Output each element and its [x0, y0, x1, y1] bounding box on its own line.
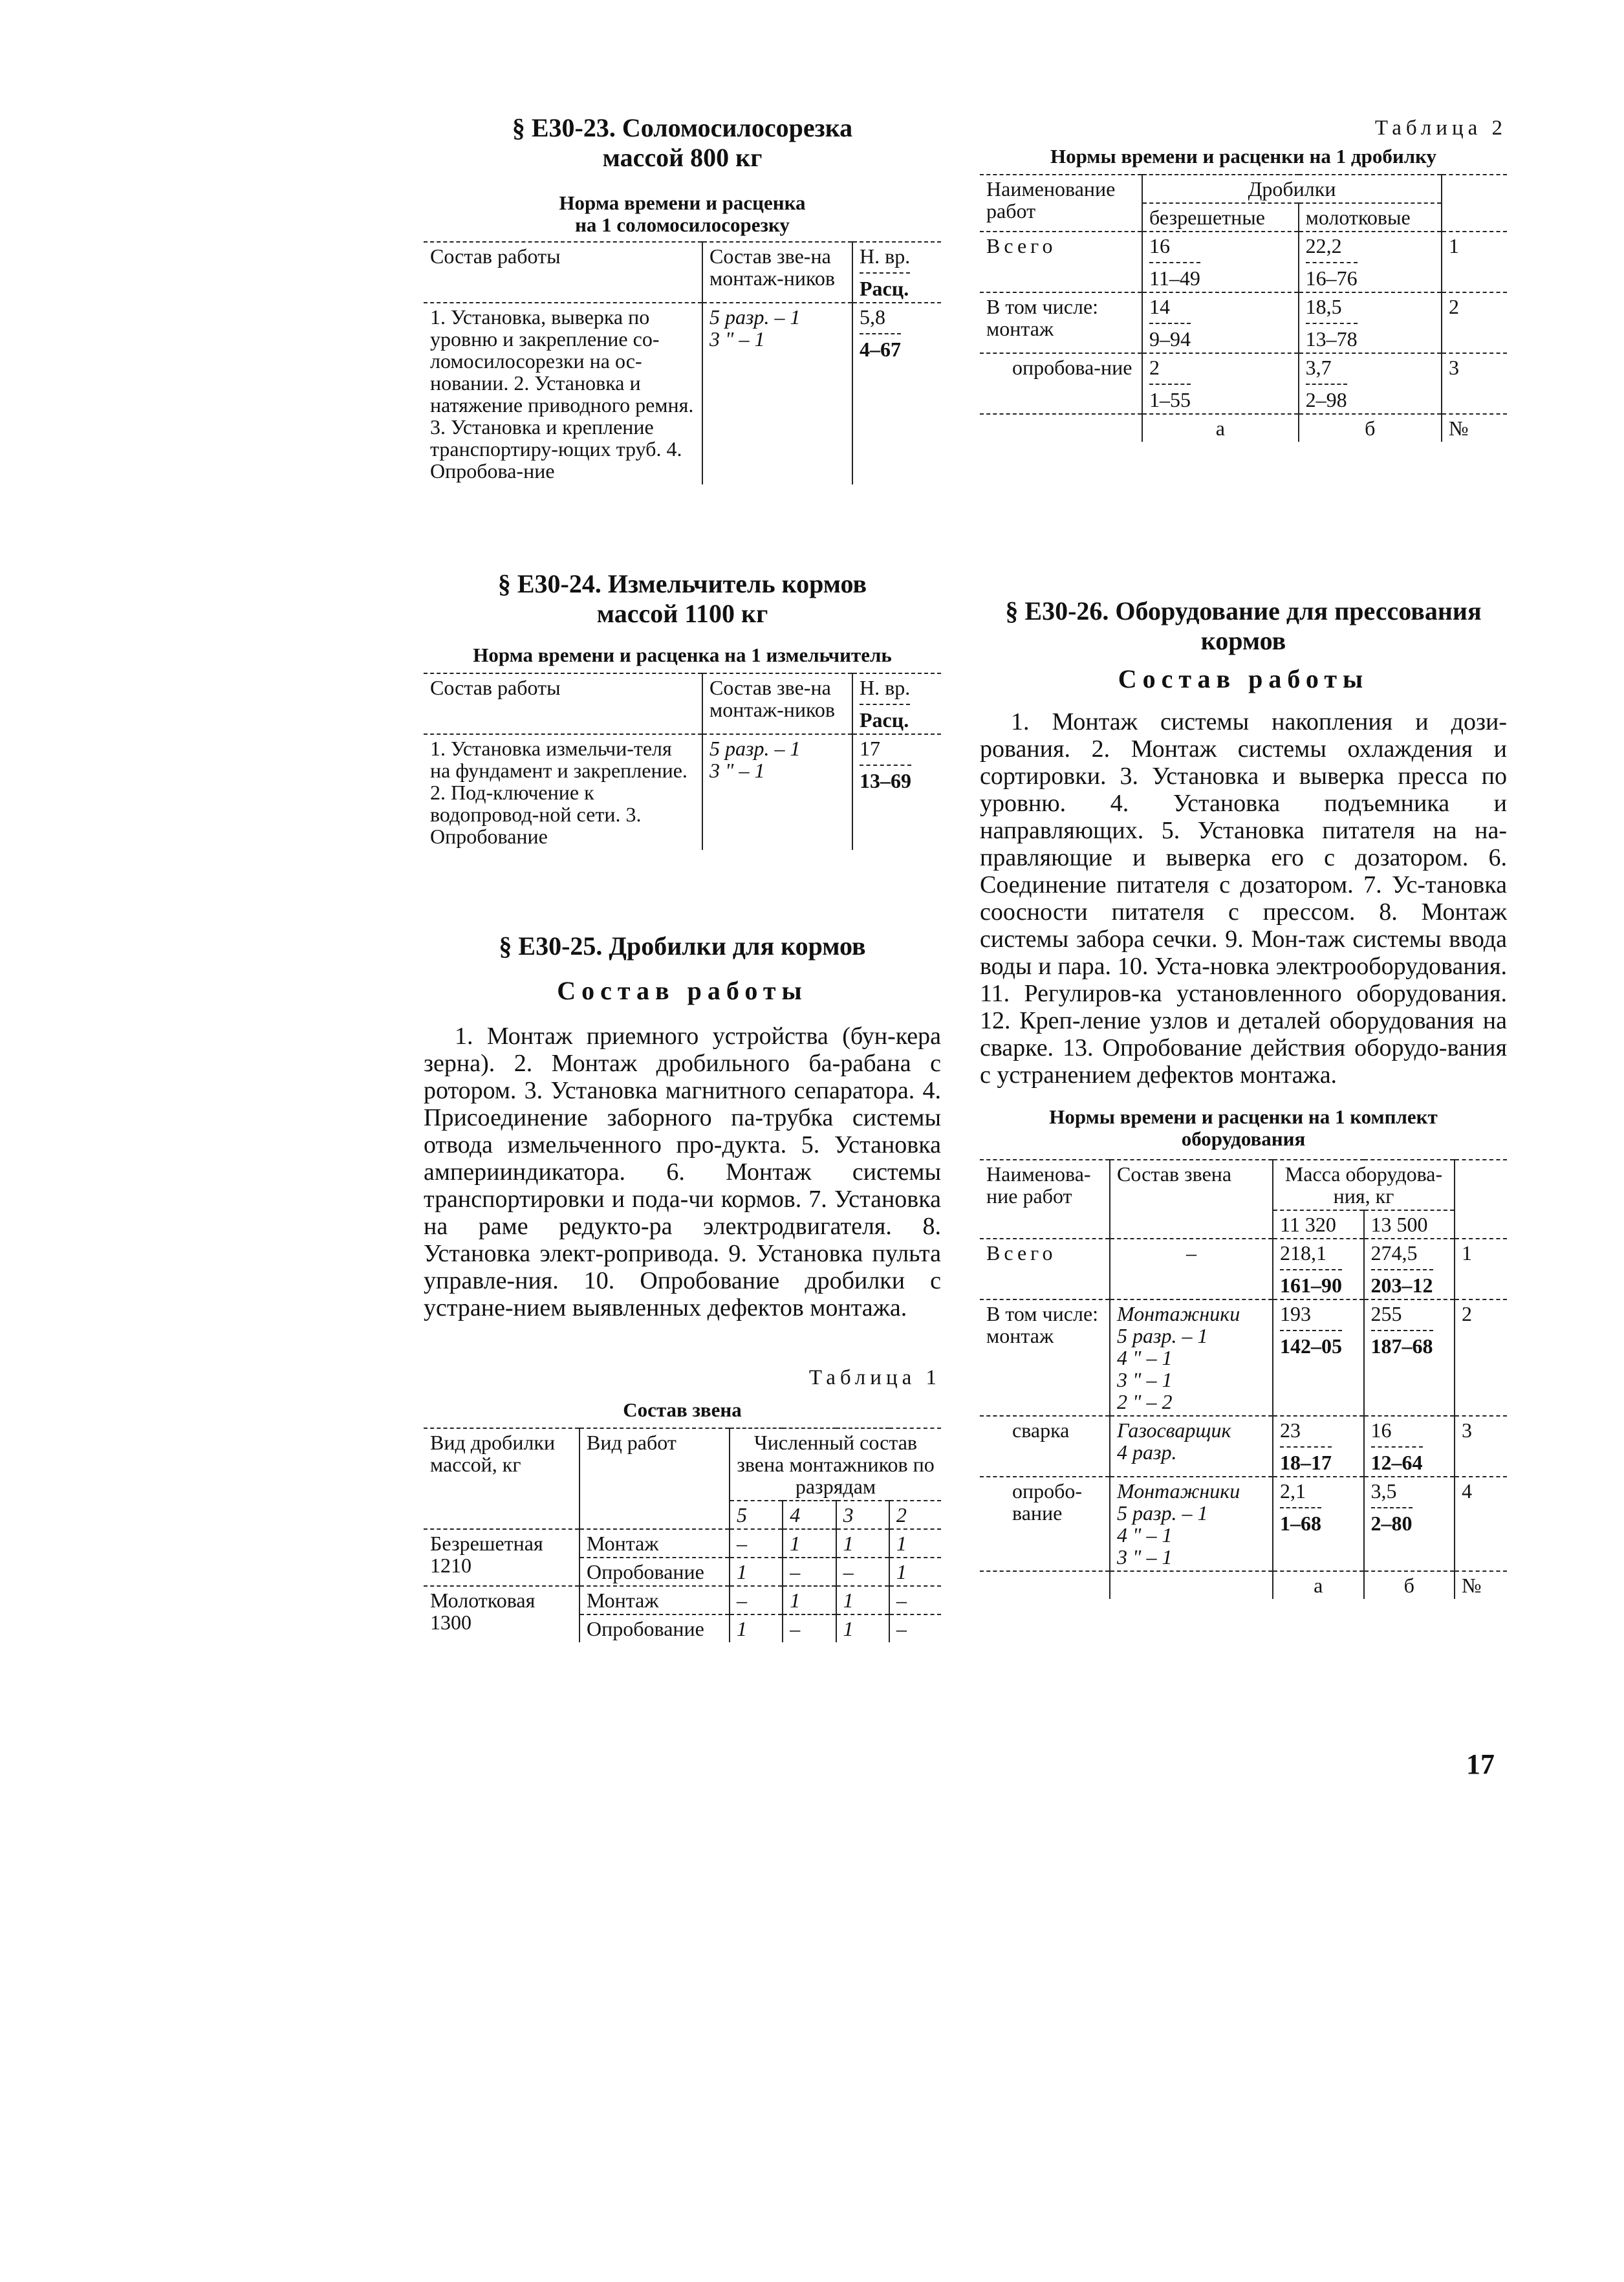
row-col-b	[1364, 1416, 1455, 1477]
crew-line: 4 " – 1	[1117, 1523, 1173, 1547]
table-footer	[980, 1571, 1507, 1599]
crew-line: 5 разр. – 1	[709, 737, 801, 760]
row-col-a	[1273, 1299, 1364, 1416]
price-value: 11–49	[1149, 262, 1200, 289]
norm-value: 2	[1149, 356, 1160, 379]
price-value: 16–76	[1306, 262, 1358, 289]
section-title-line2: массой 800 кг	[602, 143, 763, 172]
header-price: Расц.	[860, 704, 910, 731]
grade-header: 5	[730, 1501, 783, 1529]
crew-line: 5 разр. – 1	[1117, 1501, 1208, 1525]
price-value: 203–12	[1371, 1269, 1433, 1296]
crew-line: 4 разр.	[1117, 1440, 1177, 1464]
crew-line: 4 " – 1	[1117, 1346, 1173, 1369]
row-num: 1	[1442, 232, 1507, 292]
header-work: Состав работы	[430, 244, 561, 268]
row-num: 3	[1442, 353, 1507, 414]
table-row	[980, 1239, 1507, 1299]
table-caption: Норма времени и расценка	[559, 191, 806, 214]
header-num-blank	[1442, 175, 1507, 232]
section-title-line2: кормов	[1200, 626, 1286, 655]
section-title-line2: массой 1100 кг	[596, 599, 768, 628]
price-value: 13–78	[1306, 323, 1358, 350]
table-caption: Норма времени и расценка на 1 измельчитель	[473, 644, 892, 666]
crew-line: 3 " – 1	[709, 759, 765, 782]
row-value: –	[889, 1586, 941, 1614]
header-col-a: безрешетные	[1142, 203, 1299, 232]
row-name: опробо-вание	[1012, 1479, 1083, 1525]
table-footer	[980, 414, 1507, 442]
price-value: 12–64	[1371, 1446, 1423, 1473]
footer-blank	[980, 1571, 1110, 1599]
footer-num: №	[1442, 414, 1507, 442]
section-title: § Е30-23. Соломосилосорезка	[512, 113, 853, 142]
header-price: Расц.	[860, 272, 910, 299]
norm-value: 17	[860, 737, 880, 760]
header-norm-price	[852, 242, 941, 303]
crew-line: 3 " – 1	[709, 327, 765, 351]
header-norm-price	[852, 673, 941, 734]
price-value: 187–68	[1371, 1330, 1433, 1357]
crew-line: Монтажники	[1117, 1302, 1240, 1325]
row-value: 1	[889, 1529, 941, 1558]
row-col-b	[1299, 292, 1442, 353]
crew-cell	[702, 734, 852, 850]
grade-header: 3	[836, 1501, 889, 1529]
price-value: 2–80	[1371, 1507, 1413, 1534]
header-name: Наименование работ	[986, 177, 1116, 223]
footer-a: а	[1142, 414, 1299, 442]
crew-cell	[702, 303, 852, 484]
norm-table-e23	[424, 241, 941, 484]
crew-line: Газосварщик	[1117, 1418, 1231, 1442]
section-subtitle: Состав работы	[557, 976, 808, 1005]
table-row	[980, 1477, 1507, 1571]
row-value: 1	[730, 1614, 783, 1642]
row-name: опробова-ние	[1012, 356, 1132, 379]
work-description: 1. Установка измельчи-теля на фундамент и закрепление. 2. Под-ключение к водопровод-ной сети. 3. Опробование	[430, 737, 687, 848]
header-norm: Н. вр.	[860, 676, 911, 699]
footer-num: №	[1455, 1571, 1507, 1599]
section-title: § Е30-26. Оборудование для прессования	[1005, 596, 1482, 625]
row-value: –	[889, 1614, 941, 1642]
table-2	[980, 116, 1507, 442]
row-value: –	[730, 1529, 783, 1558]
row-num: 3	[1455, 1416, 1507, 1477]
table-row	[980, 1299, 1507, 1416]
norms-table-equipment	[980, 1159, 1507, 1599]
header-crew: Состав звена	[1110, 1160, 1273, 1239]
work-composition-text: 1. Монтаж приемного устройства (бун-кера зерна). 2. Монтаж дробильного ба-рабана с ротором. 3. Установка магнитного сепаратора. 4. Присоединение заборного па-трубка системы отвода измельченного про-дукта. 5. Установка амперииндикатора. 6. Монтаж системы транспортировки и пода-чи кормов. 7. Установка на раме редукто-ра электродвигателя. 8. Установка элект-ропривода. 9. Установка пульта управле-ния. 10. Опробование дробилки с устране-нием выявленных дефектов монтажа.	[424, 1023, 941, 1321]
price-value: 1–55	[1149, 384, 1191, 411]
table-row	[424, 1529, 941, 1558]
row-col-a	[1142, 292, 1299, 353]
footer-b: б	[1299, 414, 1442, 442]
header-work: Состав работы	[430, 676, 561, 699]
page-number: 17	[1466, 1748, 1495, 1780]
grade-header: 4	[783, 1501, 836, 1529]
row-work: Монтаж	[579, 1586, 730, 1614]
table-1	[424, 1366, 941, 1642]
price-value: 142–05	[1280, 1330, 1342, 1357]
row-num: 2	[1455, 1299, 1507, 1416]
table-label: Таблица 2	[1374, 116, 1507, 140]
norm-value: 14	[1149, 295, 1170, 318]
table-row	[424, 1586, 941, 1614]
footer-blank	[980, 414, 1142, 442]
row-num: 1	[1455, 1239, 1507, 1299]
price-value: 1–68	[1280, 1507, 1321, 1534]
crew-line: 3 " – 1	[1117, 1368, 1173, 1391]
row-col-b	[1299, 232, 1442, 292]
row-col-b	[1364, 1239, 1455, 1299]
norm-value: 3,5	[1370, 1479, 1397, 1503]
header-num-blank	[1455, 1160, 1507, 1239]
norm-value: 2,1	[1280, 1479, 1306, 1503]
crew-line: 5 разр. – 1	[709, 305, 801, 329]
row-col-a	[1142, 353, 1299, 414]
row-name: Всего	[986, 234, 1057, 257]
work-composition-text: 1. Монтаж системы накопления и дози-рования. 2. Монтаж системы охлаждения и сортировки. 3. Установка и выверка пресса по уровню. 4. Установка подъемника и направляющих. 5. Установка питателя на на-правляющие и выверка его с дозатором. 6. Соединение питателя с дозатором. 7. Ус-тановка соосности питателя с прессом. 8. Монтаж системы забора сечки. 9. Мон-таж системы ввода воды и пара. 10. Уста-новка электрооборудования. 11. Регулиров-ка установленного оборудования. 12. Креп-ление узлов и деталей оборудования на сварке. 13. Опробование действия оборудо-вания с устранением дефектов монтажа.	[980, 708, 1507, 1089]
norm-value: 255	[1370, 1302, 1402, 1325]
row-name: В том числе: монтаж	[986, 295, 1099, 340]
price-value: 161–90	[1280, 1269, 1342, 1296]
table-row	[980, 232, 1507, 292]
row-value: 1	[836, 1529, 889, 1558]
table-label: Таблица 1	[808, 1366, 941, 1389]
row-value: 1	[783, 1586, 836, 1614]
header-group: Масса оборудова-ния, кг	[1273, 1160, 1455, 1210]
table-caption: Состав звена	[623, 1398, 742, 1421]
norm-price-cell	[852, 734, 941, 850]
row-col-a	[1142, 232, 1299, 292]
row-work: Опробование	[579, 1614, 730, 1642]
row-value: –	[783, 1558, 836, 1586]
footer-blank	[1110, 1571, 1273, 1599]
crew-line: Монтажники	[1117, 1479, 1240, 1503]
row-value: –	[783, 1614, 836, 1642]
row-value: –	[836, 1558, 889, 1586]
section-e30-24	[424, 569, 941, 850]
crew-table	[424, 1428, 941, 1642]
table-row	[980, 1416, 1507, 1477]
row-col-b	[1364, 1299, 1455, 1416]
header-crew: Численный состав звена монтажников по разрядам	[730, 1428, 941, 1501]
footer-a: а	[1273, 1571, 1364, 1599]
work-description: 1. Установка, выверка по уровню и закрепление со-ломосилосорезки на ос-новании. 2. Установка и натяжение приводного ремня. 3. Установка и крепление транспортиру-ющих труб. 4. Опробова-ние	[430, 305, 694, 483]
header-col-b: 13 500	[1364, 1210, 1455, 1239]
row-value: 1	[730, 1558, 783, 1586]
section-subtitle: Состав работы	[1118, 664, 1369, 693]
table-3	[980, 1106, 1507, 1599]
header-group: Дробилки	[1142, 175, 1442, 203]
crew-line: 2 " – 2	[1117, 1390, 1173, 1413]
row-value: 1	[836, 1586, 889, 1614]
row-name: сварка	[1012, 1418, 1070, 1442]
row-crew	[1110, 1477, 1273, 1571]
section-e30-25	[424, 931, 941, 1321]
row-col-a	[1273, 1416, 1364, 1477]
row-num: 4	[1455, 1477, 1507, 1571]
row-value: 1	[783, 1529, 836, 1558]
row-kind: Молотковая 1300	[430, 1589, 536, 1634]
norms-table-crushers	[980, 174, 1507, 442]
norm-value: 193	[1280, 1302, 1311, 1325]
header-work: Вид работ	[579, 1428, 730, 1529]
price-value: 4–67	[860, 333, 901, 360]
row-value: 1	[889, 1558, 941, 1586]
section-e30-23	[424, 113, 941, 484]
row-kind: Безрешетная 1210	[424, 1529, 579, 1586]
row-work: Опробование	[579, 1558, 730, 1586]
section-title: § Е30-24. Измельчитель кормов	[497, 569, 867, 598]
norm-value: 22,2	[1305, 234, 1342, 257]
row-col-a	[1273, 1477, 1364, 1571]
price-value: 9–94	[1149, 323, 1191, 350]
row-crew	[1110, 1299, 1273, 1416]
section-e30-26	[980, 596, 1507, 1089]
norm-value: 5,8	[860, 305, 885, 329]
table-caption: Нормы времени и расценки на 1 комплект	[1049, 1105, 1438, 1128]
section-title: § Е30-25. Дробилки для кормов	[499, 931, 866, 961]
price-value: 18–17	[1280, 1446, 1332, 1473]
row-col-a	[1273, 1239, 1364, 1299]
crew-line: 5 разр. – 1	[1117, 1324, 1208, 1347]
row-col-b	[1364, 1477, 1455, 1571]
table-caption-line2: на 1 соломосилосорезку	[575, 213, 790, 236]
footer-b: б	[1364, 1571, 1455, 1599]
row-value: 1	[836, 1614, 889, 1642]
grade-header: 2	[889, 1501, 941, 1529]
table-row	[980, 292, 1507, 353]
header-crew: Состав зве-на монтаж-ников	[702, 673, 852, 734]
header-norm: Н. вр.	[860, 244, 911, 268]
header-col-b: молотковые	[1299, 203, 1442, 232]
crew-line: 3 " – 1	[1117, 1545, 1173, 1569]
row-num: 2	[1442, 292, 1507, 353]
norm-value: 218,1	[1280, 1241, 1326, 1265]
norm-value: 16	[1370, 1418, 1392, 1442]
row-name: Всего	[986, 1241, 1057, 1265]
table-caption: Нормы времени и расценки на 1 дробилку	[1050, 145, 1437, 168]
norm-value: 274,5	[1370, 1241, 1418, 1265]
row-value: –	[730, 1586, 783, 1614]
norm-price-cell	[852, 303, 941, 484]
header-crew: Состав зве-на монтаж-ников	[702, 242, 852, 303]
norm-value: 23	[1280, 1418, 1301, 1442]
row-name: В том числе: монтаж	[986, 1302, 1099, 1347]
price-value: 13–69	[860, 765, 911, 792]
row-crew: –	[1110, 1239, 1273, 1299]
price-value: 2–98	[1306, 384, 1347, 411]
header-col-a: 11 320	[1273, 1210, 1364, 1239]
row-crew	[1110, 1416, 1273, 1477]
table-row	[980, 353, 1507, 414]
norm-value: 16	[1149, 234, 1170, 257]
row-work: Монтаж	[579, 1529, 730, 1558]
norm-value: 18,5	[1305, 295, 1342, 318]
row-col-b	[1299, 353, 1442, 414]
norm-table-e24	[424, 673, 941, 850]
header-kind: Вид дробилки массой, кг	[430, 1431, 556, 1476]
header-name: Наименова-ние работ	[986, 1162, 1091, 1208]
norm-value: 3,7	[1305, 356, 1332, 379]
table-caption-line2: оборудования	[1181, 1127, 1306, 1150]
